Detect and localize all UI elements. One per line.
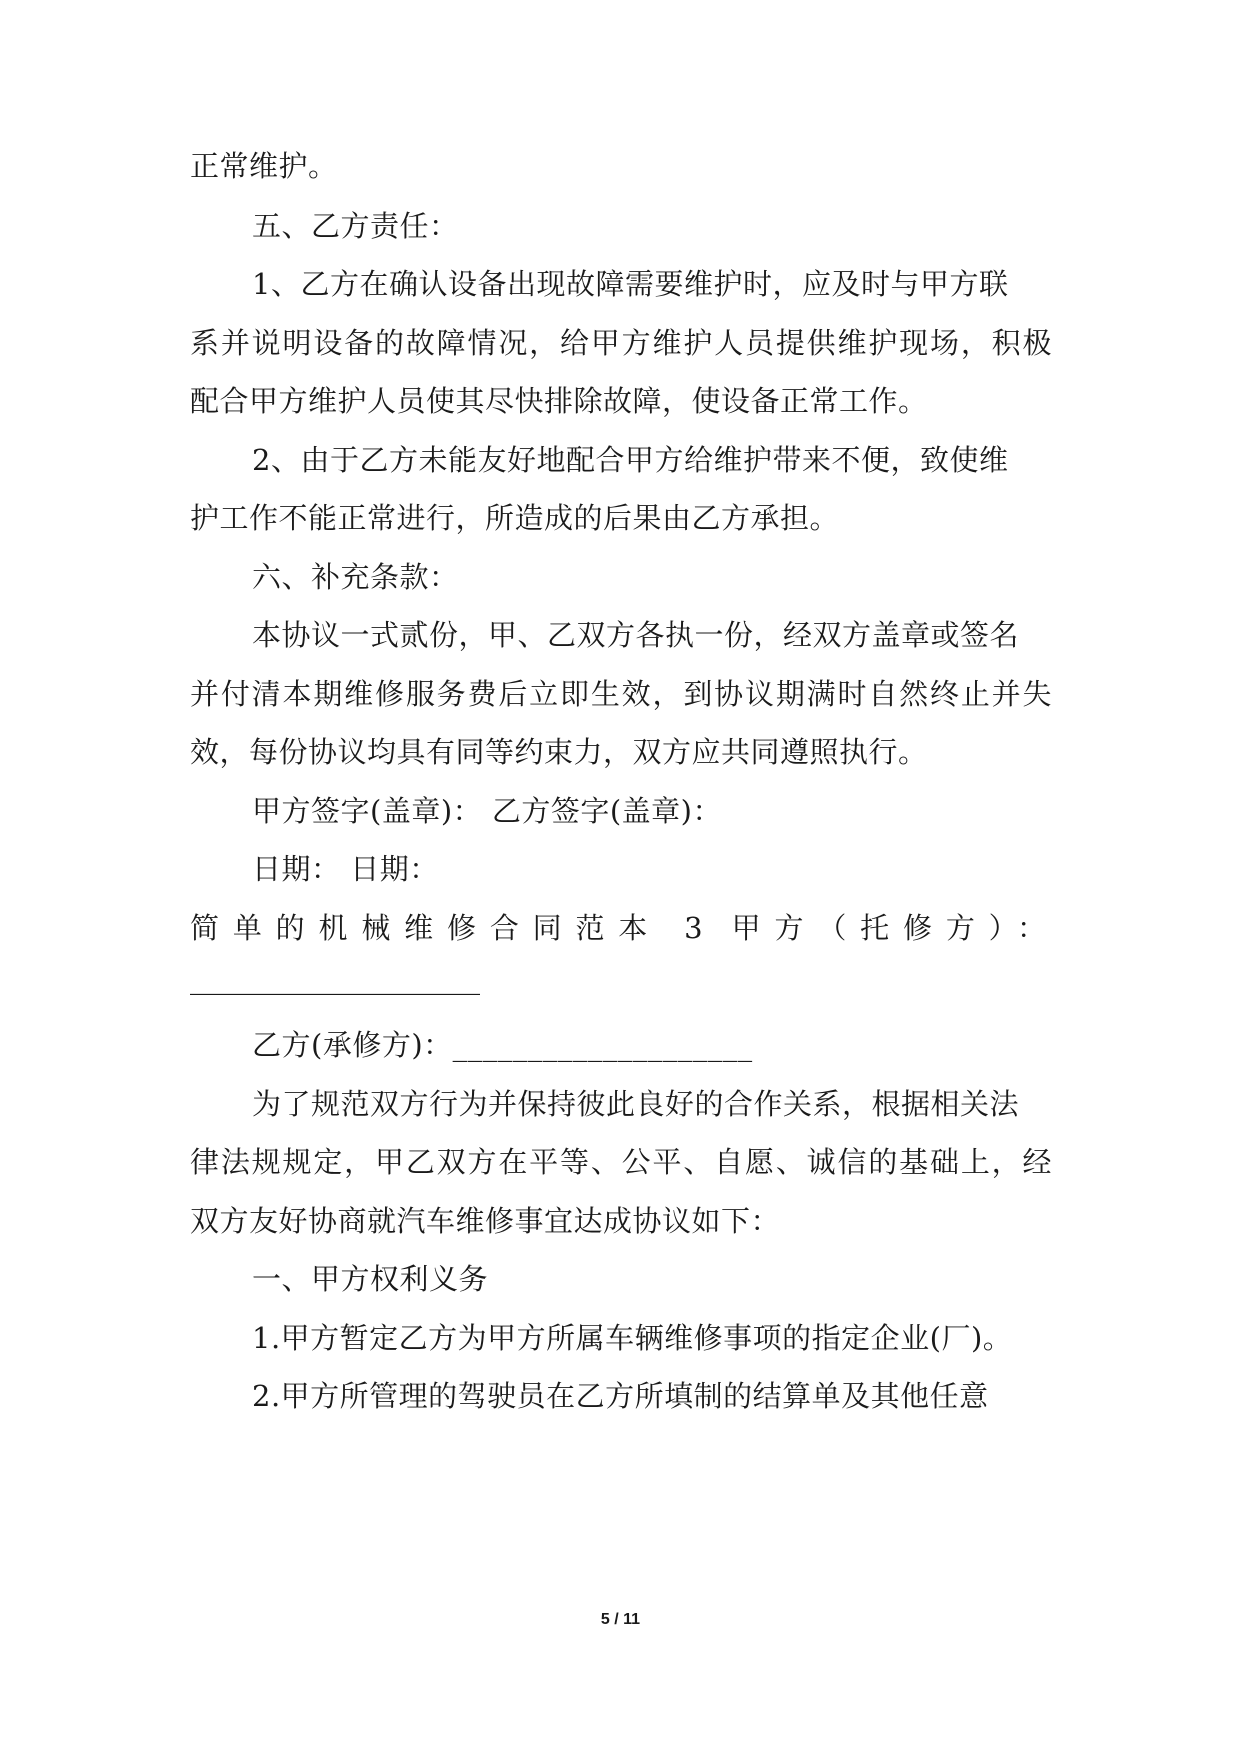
signature-line: 甲方签字(盖章)： 乙方签字(盖章)： — [252, 794, 722, 828]
section-heading: 五、乙方责任： — [252, 209, 459, 243]
paragraph-line: 本协议一式贰份，甲、乙双方各执一份，经双方盖章或签名 — [252, 618, 1020, 652]
page-number: 5 / 11 — [600, 1611, 641, 1628]
section-heading: 六、补充条款： — [252, 560, 459, 594]
paragraph-line: 1、乙方在确认设备出现故障需要维护时，应及时与甲方联 — [252, 267, 1009, 301]
paragraph-line: 2.甲方所管理的驾驶员在乙方所填制的结算单及其他任意 — [252, 1379, 989, 1413]
paragraph-line: 护工作不能正常进行，所造成的后果由乙方承担。 — [190, 501, 840, 535]
contract-title-line: 简单的机械维修合同范本 3 甲方（托修方）： — [190, 911, 1052, 945]
date-line: 日期： 日期： — [252, 852, 439, 886]
party-b-line: 乙方(承修方)：____________________ — [252, 1028, 753, 1062]
paragraph-line: 2、由于乙方未能友好地配合甲方给维护带来不便，致使维 — [252, 443, 1009, 477]
paragraph-line: 系并说明设备的故障情况，给甲方维护人员提供维护现场，积极 — [190, 326, 1052, 360]
paragraph-line: 为了规范双方行为并保持彼此良好的合作关系，根据相关法 — [252, 1087, 1020, 1121]
party-a-blank: ____________________ — [190, 961, 480, 995]
paragraph-line: 律法规规定，甲乙双方在平等、公平、自愿、诚信的基础上，经 — [190, 1145, 1052, 1179]
paragraph-line: 配合甲方维护人员使其尽快排除故障，使设备正常工作。 — [190, 384, 928, 418]
paragraph-line: 1.甲方暂定乙方为甲方所属车辆维修事项的指定企业(厂)。 — [252, 1321, 1013, 1355]
paragraph-line: 效，每份协议均具有同等约束力，双方应共同遵照执行。 — [190, 735, 928, 769]
paragraph-line: 并付清本期维修服务费后立即生效，到协议期满时自然终止并失 — [190, 677, 1052, 711]
section-heading: 一、甲方权利义务 — [252, 1262, 489, 1296]
paragraph-line: 双方友好协商就汽车维修事宜达成协议如下： — [190, 1204, 781, 1238]
paragraph-line: 正常维护。 — [190, 149, 338, 183]
